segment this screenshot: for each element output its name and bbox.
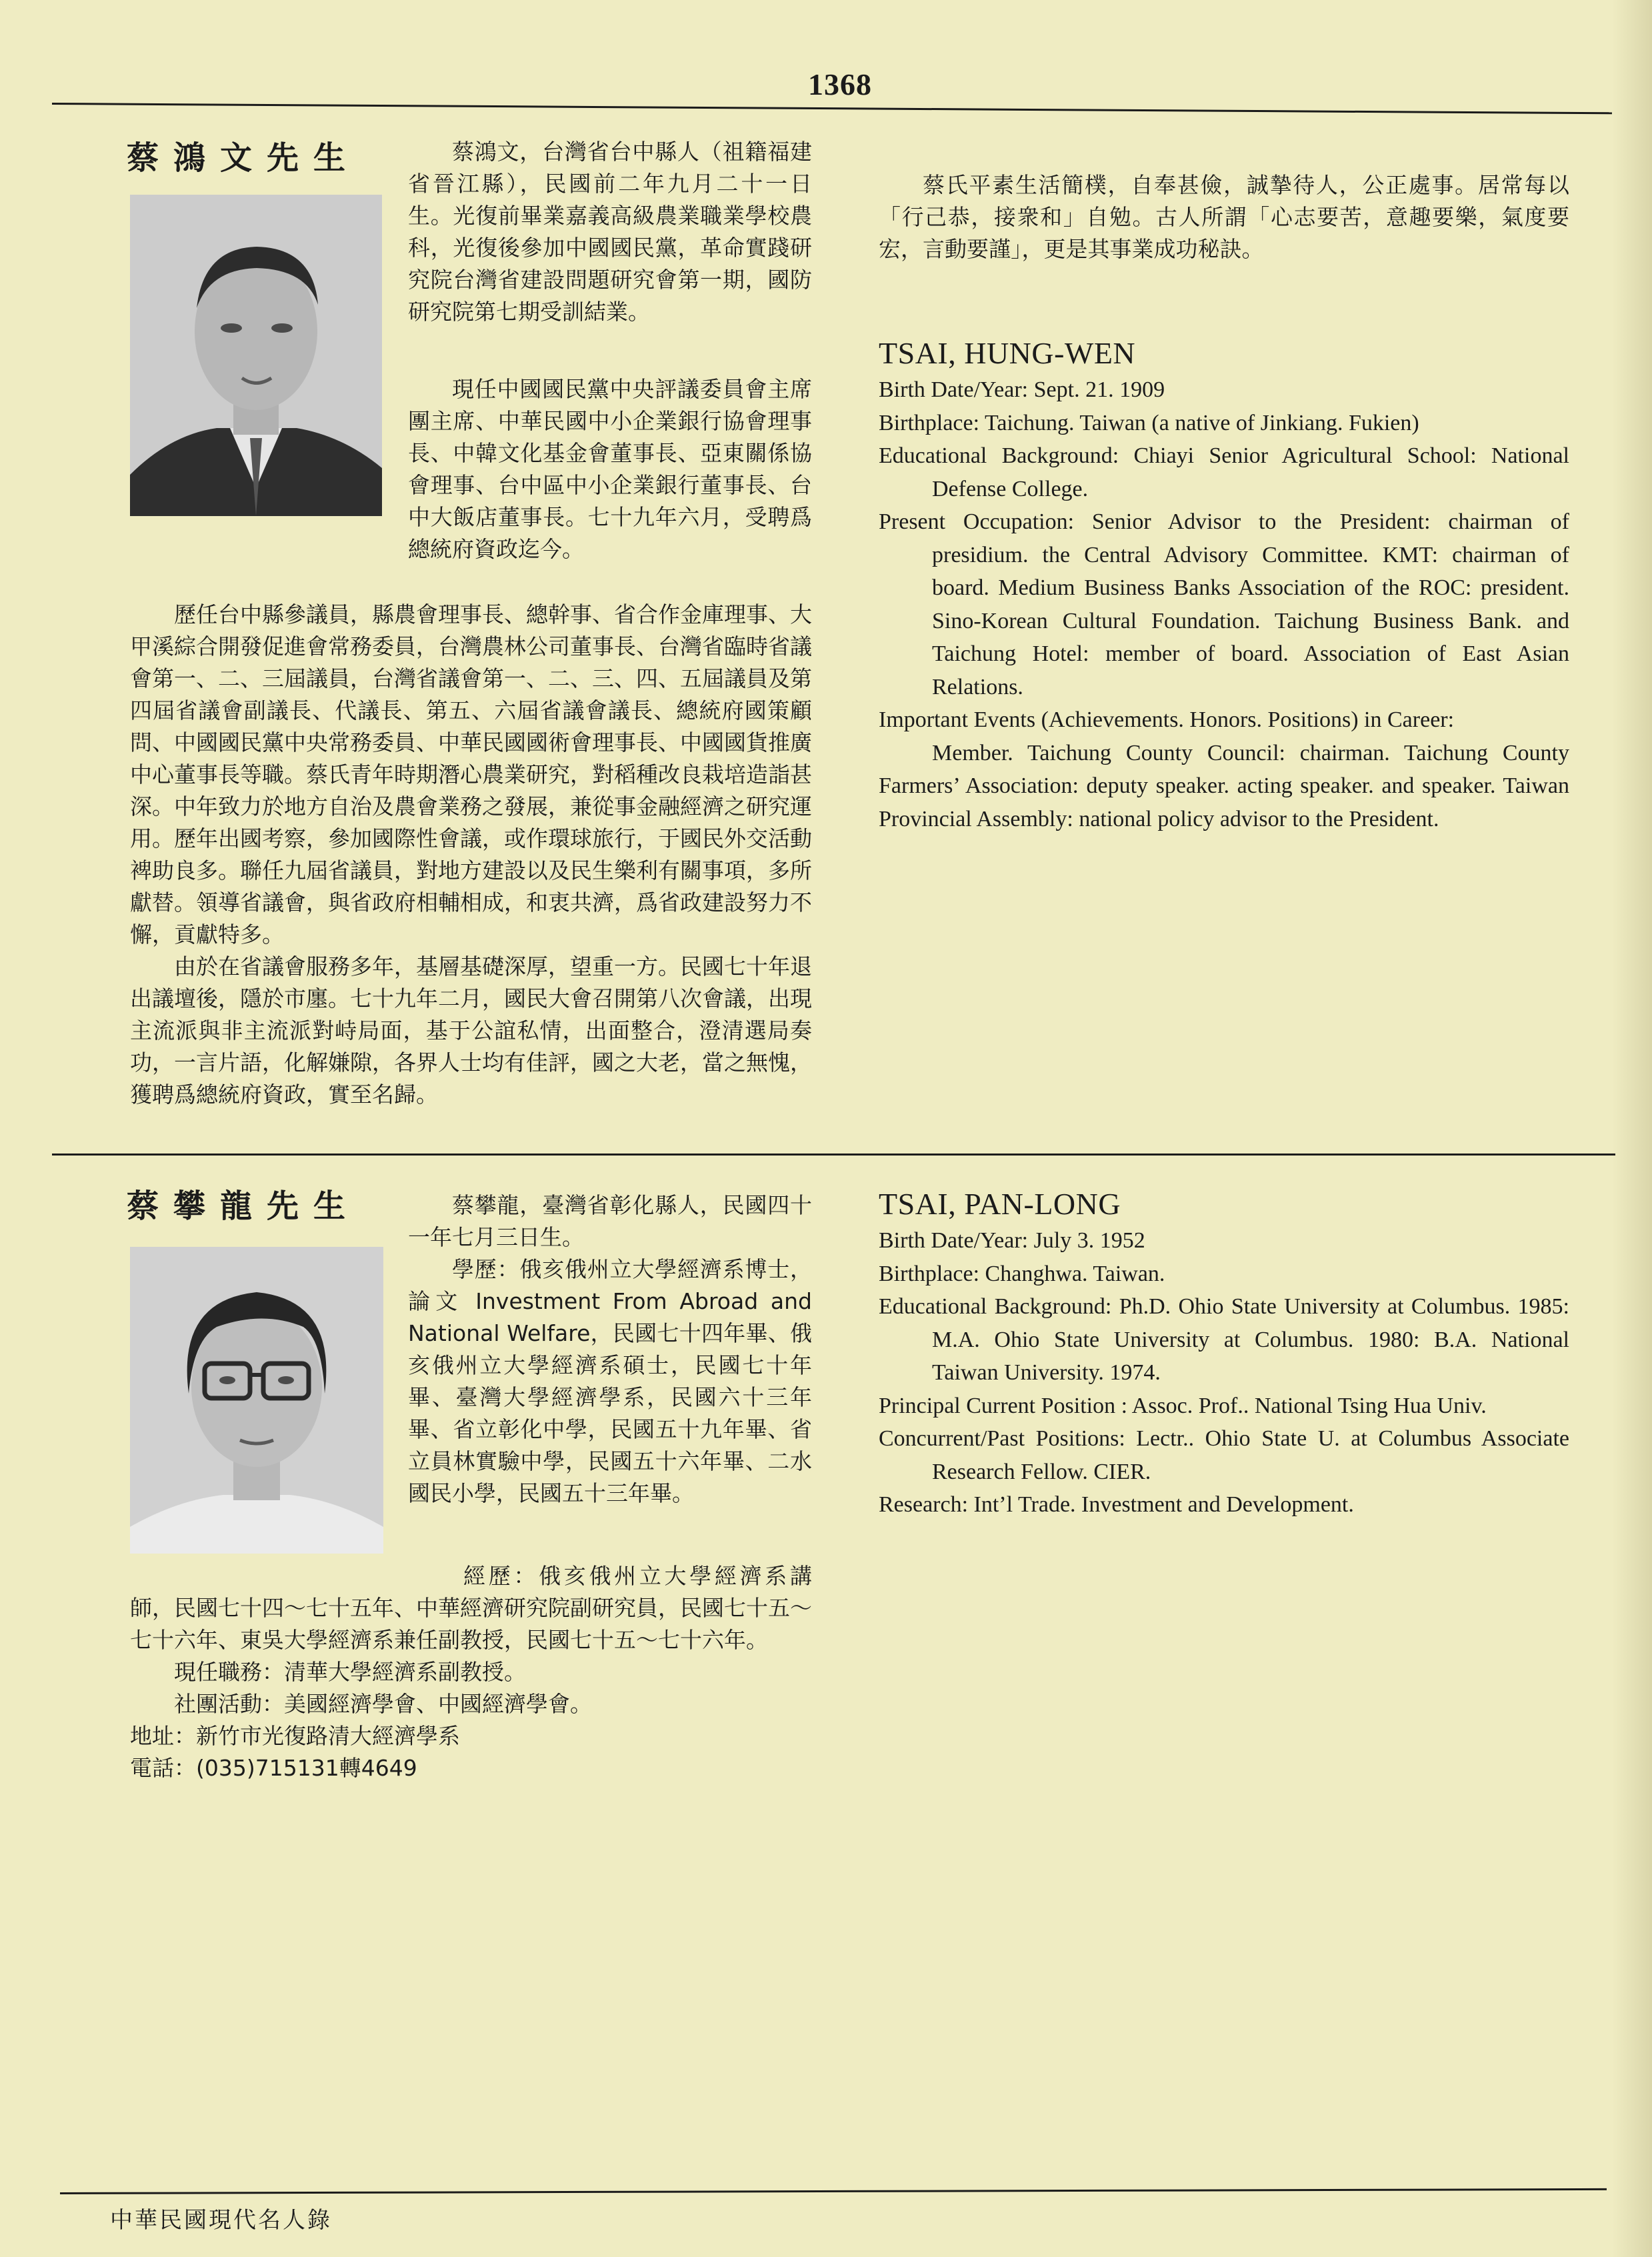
entry-1-bio-top <box>408 136 812 328</box>
entry-2-bio-top <box>408 1190 812 1510</box>
entry-2-birthplace: Birthplace: Changhwa. Taiwan. <box>879 1261 1165 1286</box>
entry-1-bio-current <box>408 373 812 565</box>
entry-2-bio-p1: 蔡攀龍，臺灣省彰化縣人，民國四十一年七月三日生。 <box>408 1192 812 1250</box>
entry-divider <box>52 1154 1615 1156</box>
entry-2-english <box>879 1186 1569 1522</box>
entry-2-bio-p4: 現任職務：清華大學經濟系副教授。 <box>174 1659 526 1685</box>
entry-2-bio-p3: 經歷：俄亥俄州立大學經濟系講師，民國七十四～七十五年、中華經濟研究院副研究員，民國七十五～七十六年、東吳大學經濟系兼任副教授，民國七十五～七十六年。 <box>130 1563 812 1653</box>
entry-1-bio-p1: 蔡鴻文，台灣省台中縣人（祖籍福建省晉江縣），民國前二年九月二十一日生。光復前畢業嘉義高級農業職業學校農科，光復後參加中國國民黨，革命實踐研究院台灣省建設問題研究會第一期，國防研究院第七期受訓結業。 <box>408 139 812 325</box>
entry-2-portrait <box>130 1247 383 1554</box>
page-number: 1368 <box>808 67 872 101</box>
entry-2-name-en: TSAI, PAN-LONG <box>879 1187 1121 1221</box>
entry-2-bio-body <box>130 1560 812 1784</box>
entry-1-occupation: Present Occupation: Senior Advisor to the President: chairman of presidium. the Central Advisory Committee. KMT: chairman of board. Medium Business Banks Association of the ROC: president. Sino-Korean Cultural Foundation. Taichung Business Bank. and Taichung Hotel: member of board. Association of East Asian Relations. <box>879 509 1569 699</box>
entry-1-bio-p3: 歷任台中縣參議員，縣農會理事長、總幹事、省合作金庫理事、大甲溪綜合開發促進會常務委員，台灣農林公司董事長、台灣省臨時省議會第一、二、三屆議員，台灣省議會第一、二、三、四、五屆議員及第四屆省議會副議長、代議長、第五、六屆省議會議長、總統府國策顧問、中國國民黨中央常務委員、中華民國國術會理事長、中國國貨推廣中心董事長等職。蔡氏青年時期潛心農業研究，對稻種改良栽培造詣甚深。中年致力於地方自治及農會業務之發展，兼從事金融經濟之研究運用。歷年出國考察，參加國際性會議，或作環球旅行，于國民外交活動裨助良多。聯任九屆省議員，對地方建設以及民生樂利有關事項，多所獻替。領導省議會，與省政府相輔相成，和衷共濟，爲省政建設努力不懈，貢獻特多。 <box>130 601 812 947</box>
entry-2-concurrent: Concurrent/Past Positions: Lectr.. Ohio State U. at Columbus Associate Research Fellow. CIER. <box>879 1426 1569 1484</box>
entry-1-birthplace: Birthplace: Taichung. Taiwan (a native of Jinkiang. Fukien) <box>879 410 1419 435</box>
page-edge-shadow <box>1612 0 1652 2257</box>
entry-1-name-en: TSAI, HUNG-WEN <box>879 336 1136 370</box>
entry-1-portrait <box>130 195 382 516</box>
entry-1-bio-body <box>130 599 812 1111</box>
bottom-rule <box>60 2188 1607 2194</box>
entry-2-bio-p5: 社團活動：美國經濟學會、中國經濟學會。 <box>174 1691 592 1717</box>
entry-1-events-label: Important Events (Achievements. Honors. Positions) in Career: <box>879 707 1455 732</box>
entry-2-position: Principal Current Position : Assoc. Prof.. National Tsing Hua Univ. <box>879 1393 1487 1418</box>
entry-2-bio-p2: 學歷：俄亥俄州立大學經濟系博士，論文 Investment From Abroad and National Welfare，民國七十四年畢、俄亥俄州立大學經濟系碩士，民國七十年畢、臺灣大學經濟學系，民國六十三年畢、省立彰化中學，民國五十九年畢、省立員林實驗中學，民國五十六年畢、二水國民小學，民國五十三年畢。 <box>408 1256 812 1506</box>
entry-1-english <box>879 335 1569 835</box>
entry-1-name-zh: 蔡鴻文先生 <box>127 139 361 177</box>
entry-1-events: Member. Taichung County Council: chairman. Taichung County Farmers’ Association: deputy speaker. acting speaker. and speaker. Taiwan Provincial Assembly: national policy advisor to the President. <box>879 740 1569 831</box>
top-rule <box>52 103 1612 114</box>
entry-2-education: Educational Background: Ph.D. Ohio State University at Columbus. 1985: M.A. Ohio State University at Columbus. 1980: B.A. National Taiwan University. 1974. <box>879 1294 1569 1385</box>
entry-2-phone: 電話：(035)715131轉4649 <box>130 1755 417 1781</box>
entry-1-bio-p2: 現任中國國民黨中央評議委員會主席團主席、中華民國中小企業銀行協會理事長、中韓文化基金會董事長、亞東關係協會理事、台中區中小企業銀行董事長、台中大飯店董事長。七十九年六月，受聘爲總統府資政迄今。 <box>408 376 812 562</box>
entry-2-research: Research: Int’l Trade. Investment and Development. <box>879 1492 1354 1517</box>
entry-1-education: Educational Background: Chiayi Senior Agricultural School: National Defense College. <box>879 443 1569 501</box>
entry-2-birth: Birth Date/Year: July 3. 1952 <box>879 1228 1145 1253</box>
entry-2-name-zh: 蔡攀龍先生 <box>127 1188 361 1225</box>
entry-1-bio-right <box>879 169 1569 265</box>
entry-1-bio-p4: 由於在省議會服務多年，基層基礎深厚，望重一方。民國七十年退出議壇後，隱於市廛。七十九年二月，國民大會召開第八次會議，出現主流派與非主流派對峙局面，基于公誼私情，出面整合，澄清選局奏功，一言片語，化解嫌隙，各界人士均有佳評，國之大老，當之無愧，獲聘爲總統府資政，實至名歸。 <box>130 953 812 1107</box>
entry-2-address: 地址：新竹市光復路清大經濟學系 <box>130 1723 460 1749</box>
entry-1-birth: Birth Date/Year: Sept. 21. 1909 <box>879 377 1165 402</box>
entry-1-bio-p5: 蔡氏平素生活簡樸，自奉甚儉，誠摯待人，公正處事。居常每以「行己恭，接衆和」自勉。古人所謂「心志要苦，意趣要樂，氣度要宏，言動要謹」，更是其事業成功秘訣。 <box>879 172 1569 262</box>
book-title-footer: 中華民國現代名人錄 <box>110 2207 332 2234</box>
